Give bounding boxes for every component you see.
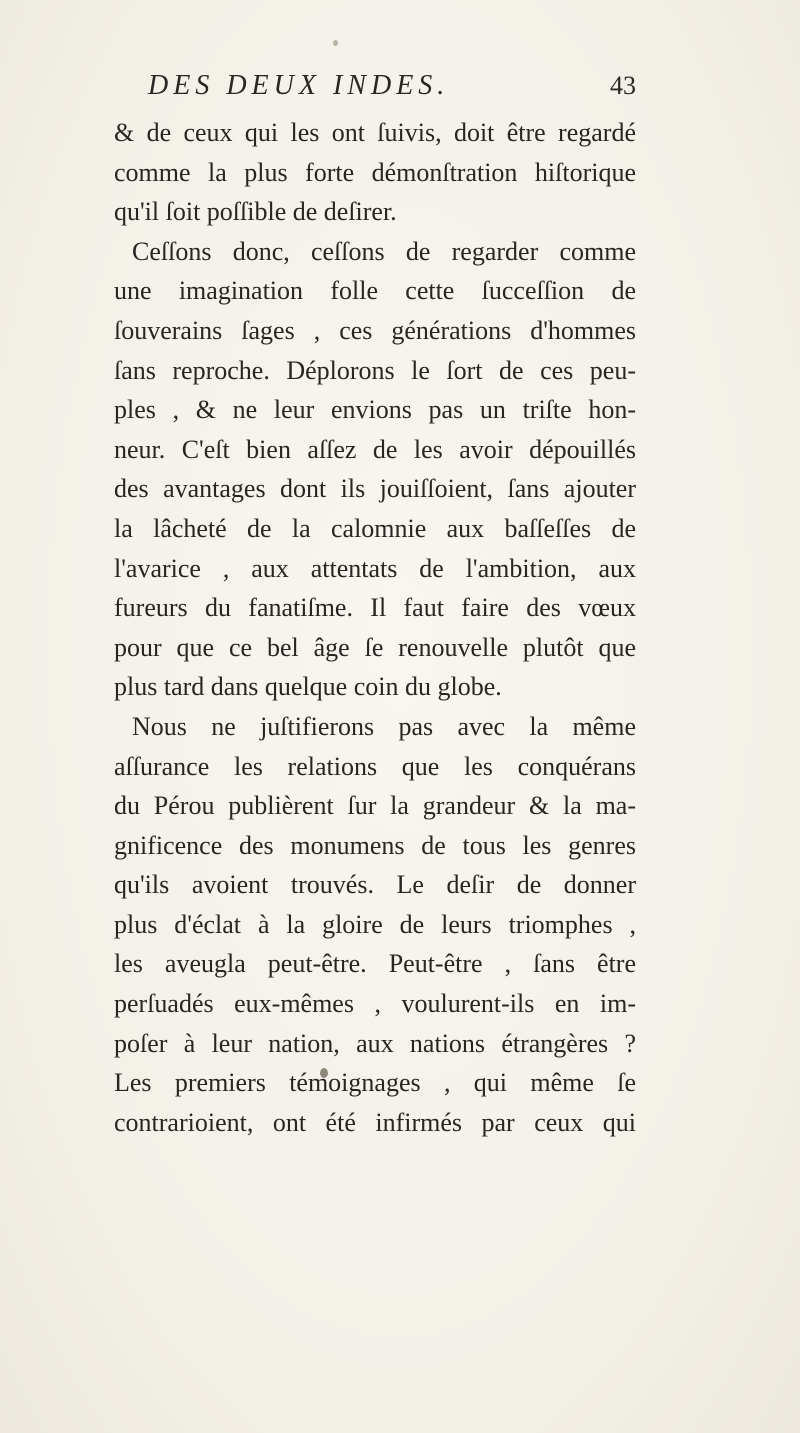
text-line: fureurs du fanatiſme. Il faut faire des vœux [114,593,636,623]
text-line: la lâcheté de la calomnie aux baſſeſſes de [114,513,636,543]
text-line: une imagination folle cette ſucceſſion de [114,276,636,306]
text-line: & de ceux qui les ont ſuivis, doit être regardé [114,118,636,147]
text-line: Les premiers témoignages , qui même ſe [114,1068,636,1098]
text-line: neur. C'eſt bien aſſez de les avoir dépouillés [114,434,636,464]
ink-speck [333,40,338,46]
text-line: Ceſſons donc, ceſſons de regarder comme [132,236,636,266]
text-line: aſſurance les relations que les conquérans [114,751,636,781]
text-line: plus d'éclat à la gloire de leurs triomphes , [114,909,636,939]
text-line: gnificence des monumens de tous les genres [114,830,636,860]
text-line: qu'ils avoient trouvés. Le deſir de donner [114,870,636,900]
text-line: les aveugla peut-être. Peut-être , ſans être [114,949,636,979]
text-line: ples , & ne leur envions pas un triſte hon- [114,395,636,425]
text-line: pour que ce bel âge ſe renouvelle plutôt que [114,632,636,662]
page-number: 43 [610,71,636,100]
text-line: ſouverains ſages , ces générations d'hommes [114,315,636,345]
text-line: qu'il ſoit poſſible de deſirer. [114,197,397,227]
text-line: plus tard dans quelque coin du globe. [114,672,502,702]
text-line: contrarioient, ont été infirmés par ceux qui [114,1107,636,1137]
body-text [114,113,636,1142]
text-line: perſuadés eux-mêmes , voulurent-ils en im- [114,989,636,1019]
text-line: poſer à leur nation, aux nations étrangères ? [114,1028,636,1058]
text-line: comme la plus forte démonſtration hiſtorique [114,157,636,187]
text-line: des avantages dont ils jouiſſoient, ſans ajouter [114,474,636,504]
text-line: l'avarice , aux attentats de l'ambition, aux [114,553,636,583]
text-line: Nous ne juſtifierons pas avec la même [132,711,636,741]
text-line: du Pérou publièrent ſur la grandeur & la ma- [114,791,636,821]
running-head-title: DES DEUX INDES. [148,70,450,101]
running-head [148,70,636,110]
text-line: ſans reproche. Déplorons le ſort de ces peu- [114,355,636,385]
